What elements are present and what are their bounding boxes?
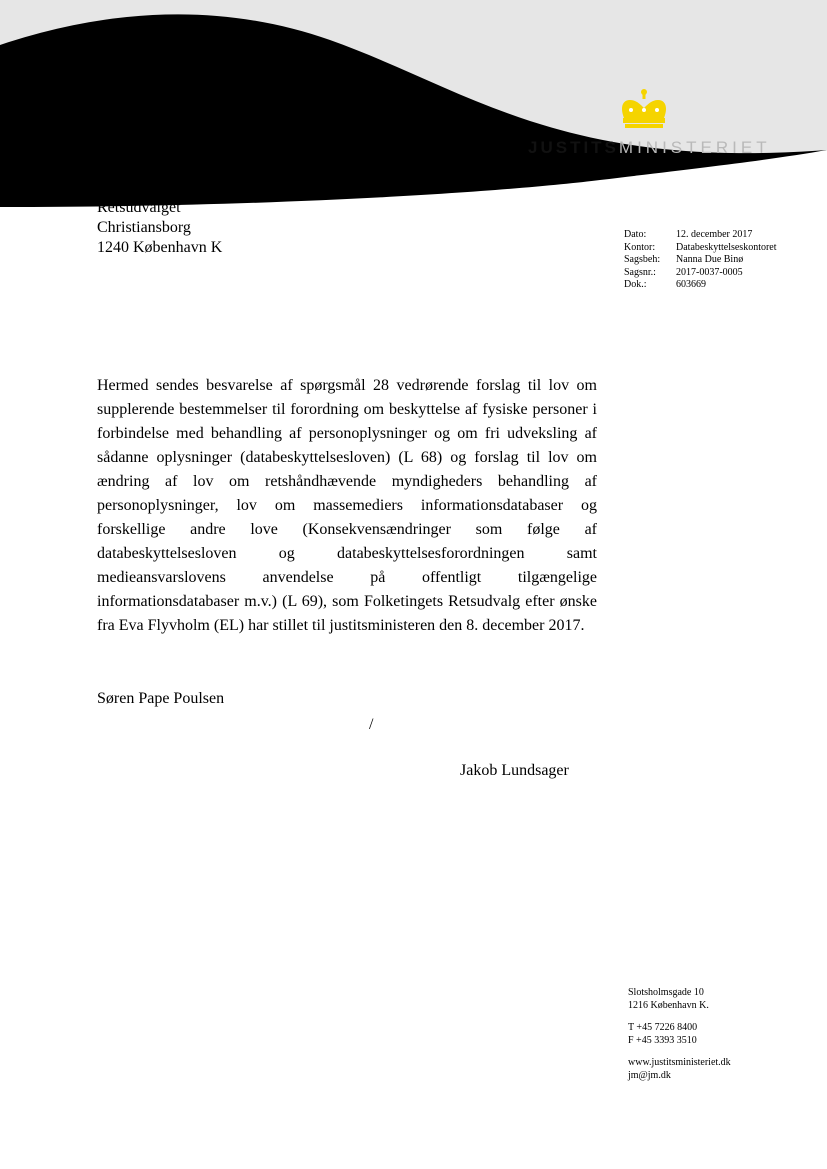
ministry-contact [628, 987, 731, 1082]
meta-value: 12. december 2017 [676, 229, 753, 240]
minister-signature: Søren Pape Poulsen [97, 690, 225, 707]
meta-row-kontor [624, 242, 777, 255]
footer-street: Slotsholmsgade 10 [628, 987, 704, 998]
meta-row-dato [624, 229, 777, 242]
meta-value: 2017-0037-0005 [676, 266, 743, 278]
case-metadata [624, 229, 777, 292]
footer-web-link[interactable]: www.justitsministeriet.dk [628, 1057, 731, 1068]
meta-label: Sagsbeh: [624, 254, 661, 265]
crown-icon [618, 88, 670, 130]
meta-row-sagsbeh [624, 254, 777, 267]
recipient-line-2: Christiansborg [97, 219, 191, 236]
footer-city: 1216 København K. [628, 999, 709, 1011]
wordmark-bold: JUSTITS [528, 138, 619, 157]
meta-row-sagsnr [624, 267, 777, 280]
recipient-line-3: 1240 København K [97, 239, 223, 256]
ministry-wordmark [528, 138, 771, 158]
ministry-logo [528, 88, 771, 160]
signature-separator: / [369, 716, 374, 733]
meta-row-dok [624, 279, 777, 292]
meta-label: Dato: [624, 229, 647, 240]
letter-body: Hermed sendes besvarelse af spørgsmål 28 vedrørende forslag til lov om supplerende bestemmelser til forordning om beskyttelse af fysiske personer i forbindelse med behandling af personoplysninger og om fri udveksling af sådanne oplysninger (databeskyttelsesloven) (L 68) og forslag til lov om ændring af lov om retshåndhævende myndigheders behandling af personoplysninger, lov om massemediers informationsdatabaser og forskellige andre love (Konsekvensændringer som følge af databeskyttelsesloven og databeskyttelsesforordningen samt medieansvarslovens anvendelse på offentligt tilgængelige informationsdatabaser m.v.) (L 69), som Folketingets Retsudvalg efter ønske fra Eva Flyvholm (EL) har stillet til justitsministeren den 8. december 2017. [97, 377, 597, 634]
official-signature: Jakob Lundsager [460, 762, 569, 779]
wordmark-light: MINISTERIET [618, 138, 771, 157]
meta-label: Dok.: [624, 279, 647, 290]
footer-phone: T +45 7226 8400 [628, 1022, 698, 1033]
meta-label: Sagsnr.: [624, 266, 656, 278]
recipient-address [97, 198, 222, 258]
meta-value: 603669 [676, 279, 706, 290]
recipient-line-1: Retsudvalget [97, 199, 181, 216]
footer-fax: F +45 3393 3510 [628, 1034, 697, 1046]
meta-value: Databeskyttelseskontoret [676, 241, 777, 253]
meta-value: Nanna Due Binø [676, 254, 744, 265]
meta-label: Kontor: [624, 241, 656, 253]
footer-email-link[interactable]: jm@jm.dk [628, 1069, 671, 1081]
